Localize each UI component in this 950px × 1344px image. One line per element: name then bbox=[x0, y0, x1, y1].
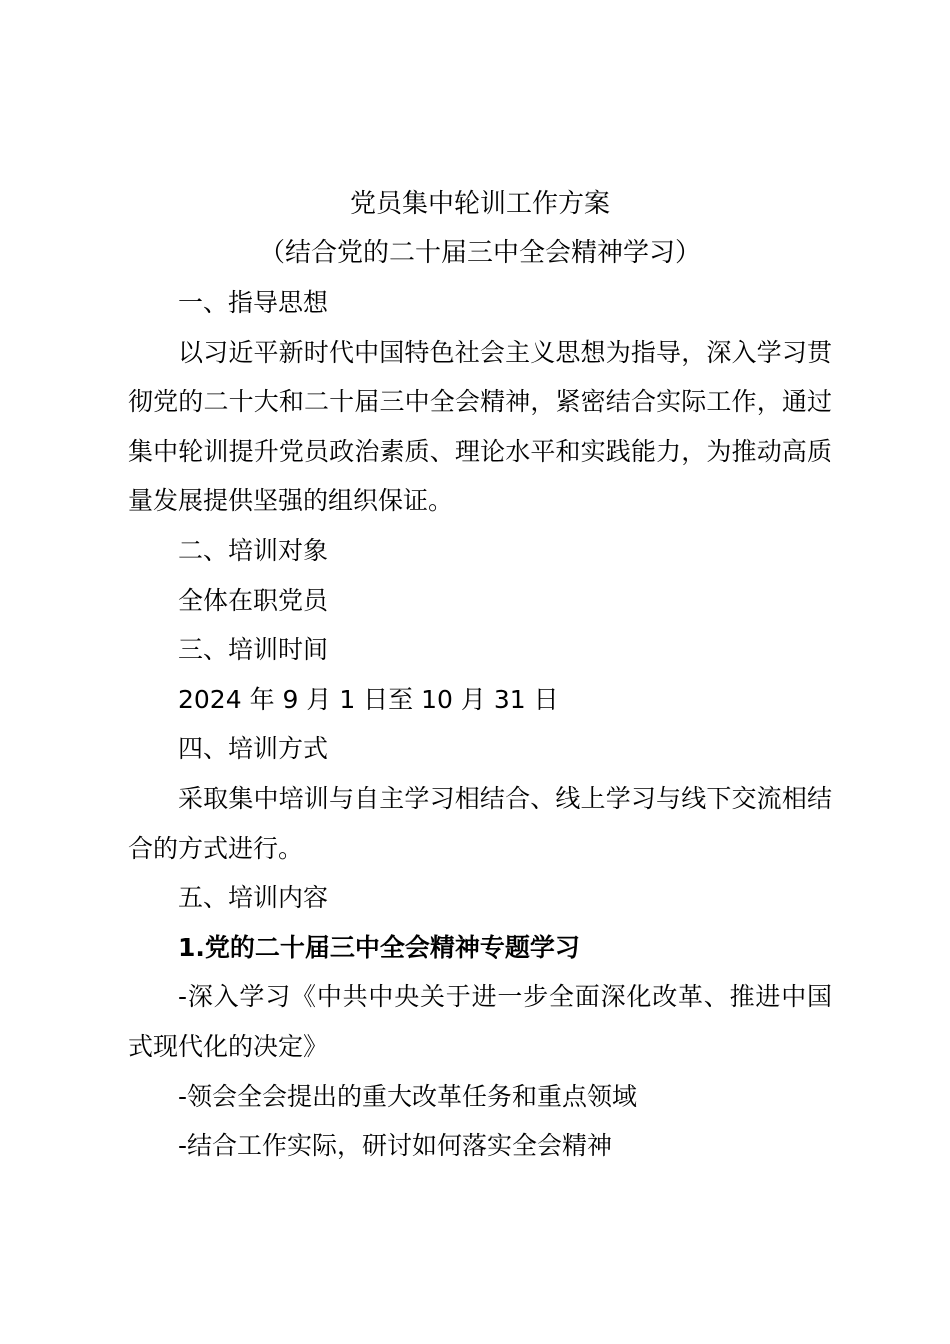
list-item-reform-tasks: -领会全会提出的重大改革任务和重点领域 bbox=[178, 1081, 638, 1111]
document-subtitle: （结合党的二十届三中全会精神学习） bbox=[258, 238, 701, 268]
section-heading-guiding-ideology: 一、指导思想 bbox=[178, 288, 329, 317]
paragraph-training-time: 2024 年 9 月 1 日至 10 月 31 日 bbox=[178, 684, 559, 714]
section-heading-training-content: 五、培训内容 bbox=[178, 883, 329, 913]
list-item-implementation: -结合工作实际，研讨如何落实全会精神 bbox=[178, 1131, 613, 1161]
section-heading-training-method: 四、培训方式 bbox=[178, 734, 329, 764]
document-page bbox=[128, 180, 832, 1171]
list-item-study-decision: -深入学习《中共中央关于进一步全面深化改革、推进中国式现代化的决定》 bbox=[128, 982, 832, 1061]
paragraph-training-method: 采取集中培训与自主学习相结合、线上学习与线下交流相结合的方式进行。 bbox=[128, 783, 832, 863]
section-heading-training-target: 二、培训对象 bbox=[178, 535, 329, 565]
subsection-heading-plenary-study: 1.党的二十届三中全会精神专题学习 bbox=[178, 932, 580, 962]
paragraph-guiding-ideology: 以习近平新时代中国特色社会主义思想为指导，深入学习贯彻党的二十大和二十届三中全会精神，紧密结合实际工作，通过集中轮训提升党员政治素质、理论水平和实践能力，为推动高质量发展提供坚强的组织保证。 bbox=[128, 337, 832, 516]
document-title: 党员集中轮训工作方案 bbox=[349, 189, 610, 219]
paragraph-training-target: 全体在职党员 bbox=[178, 585, 329, 615]
section-heading-training-time: 三、培训时间 bbox=[178, 635, 329, 665]
